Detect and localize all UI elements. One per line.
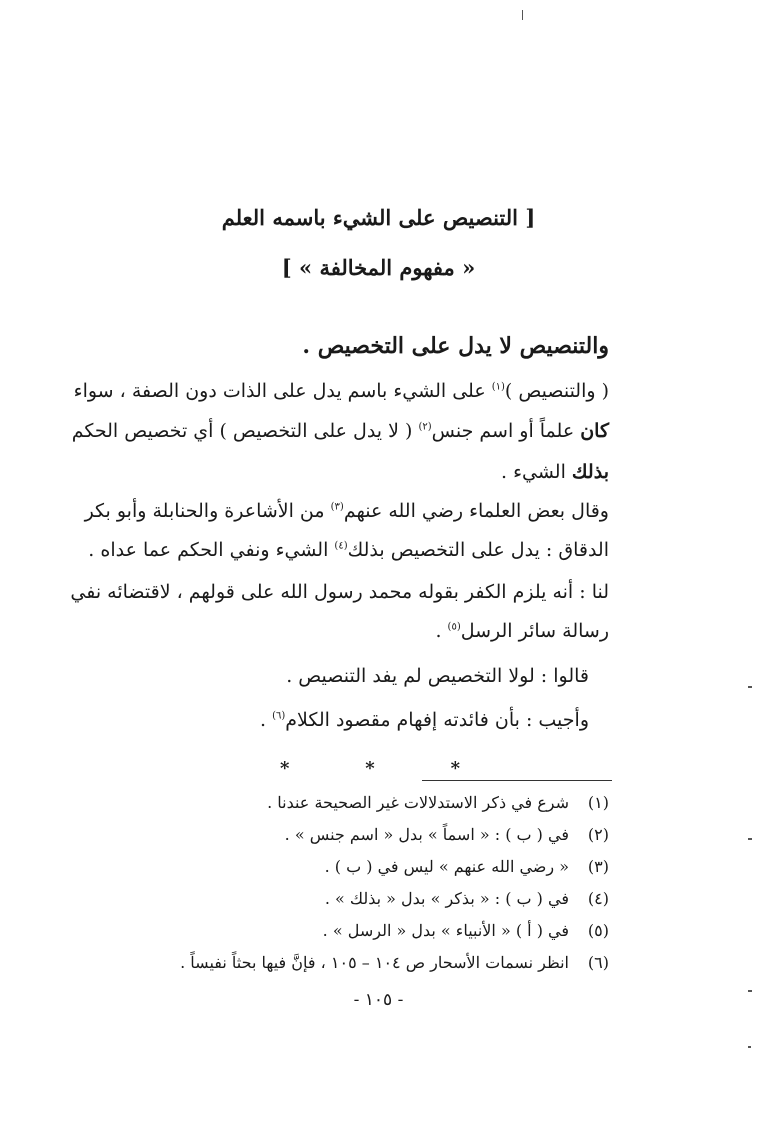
page-number: - ١٠٥ - (353, 990, 404, 1010)
footnote-number: (٣) (587, 857, 609, 876)
footnote-text: انظر نسمات الأسحار ص ١٠٤ – ١٠٥ ، فإنَّ فيها بحثاً نفيساً . (180, 953, 569, 972)
footnote-number: (٥) (587, 921, 609, 940)
footnote-ref-5: (٥) (447, 621, 461, 633)
footnote-number: (١) (587, 793, 609, 812)
footnote-ref-3: (٣) (330, 501, 344, 513)
text-run: على الشيء باسم يدل على الذات دون الصفة ، سواء (73, 380, 492, 402)
text-run: الشيء ونفي الحكم عما عداه . (88, 539, 335, 561)
footnote-2 (69, 822, 609, 848)
footnote-1 (69, 790, 609, 816)
footnote-6 (69, 950, 609, 976)
scan-mark (748, 990, 752, 992)
text-run: وقال بعض العلماء رضي الله عنهم (343, 500, 609, 522)
text-run: وأجيب : بأن فائدته إفهام مقصود الكلام (285, 709, 589, 731)
section-separator (280, 758, 460, 779)
paragraph-1-line-3 (89, 457, 609, 487)
text-run: رسالة سائر الرسل (460, 620, 609, 642)
footnote-3 (69, 854, 609, 880)
footnote-5 (69, 918, 609, 944)
text-run: علماً أو اسم جنس (431, 420, 581, 442)
text-run: . (435, 620, 448, 642)
footnote-text: شرع في ذكر الاستدلالات غير الصحيحة عندنا . (267, 793, 569, 812)
separator-star: * (450, 758, 460, 779)
footnote-ref-4: (٤) (334, 540, 348, 552)
text-run: كان (580, 420, 609, 442)
text-run: . (259, 709, 273, 731)
footnote-ref-2: (٢) (418, 421, 432, 433)
paragraph-4: قالوا : لولا التخصيص لم يفد التنصيص . (286, 665, 589, 687)
text-run: الشيء . (501, 461, 572, 483)
section-title: [ التنصيص على الشيء باسمه العلم (221, 205, 536, 230)
scan-mark (748, 686, 752, 688)
paragraph-3-line-2 (89, 616, 609, 646)
paragraph-5 (69, 705, 589, 735)
footnote-ref-1: (١) (491, 381, 505, 393)
footnote-rule (422, 780, 612, 781)
scan-mark (522, 10, 523, 20)
footnote-4 (69, 886, 609, 912)
paragraph-3-line-1: لنا : أنه يلزم الكفر بقوله محمد رسول الله على قولهم ، لاقتضائه نفي (70, 581, 609, 603)
scan-mark (748, 838, 752, 840)
footnote-number: (٢) (587, 825, 609, 844)
text-run: من الأشاعرة والحنابلة وأبو بكر (84, 500, 331, 522)
footnote-text: في ( ب ) : « اسماً » بدل « اسم جنس » . (284, 825, 569, 844)
scan-mark (748, 1046, 751, 1048)
text-run: بذلك (571, 461, 609, 483)
footnote-text: « رضي الله عنهم » ليس في ( ب ) . (324, 857, 569, 876)
footnote-text: في ( أ ) « الأنبياء » بدل « الرسل » . (322, 921, 569, 940)
footnote-text: في ( ب ) : « بذكر » بدل « بذلك » . (324, 889, 569, 908)
text-run: ( والتنصيص ) (504, 380, 609, 402)
footnote-ref-6: (٦) (272, 710, 286, 722)
footnote-number: (٦) (587, 953, 609, 972)
separator-star: * (365, 758, 375, 779)
paragraph-1-line-1 (73, 376, 609, 406)
paragraph-2-line-1 (84, 496, 609, 526)
separator-star: * (280, 758, 290, 779)
section-subtitle: « مفهوم المخالفة » ] (281, 255, 476, 280)
paragraph-2-line-2 (89, 535, 609, 565)
text-run: الدقاق : يدل على التخصيص بذلك (347, 539, 609, 561)
footnote-number: (٤) (587, 889, 609, 908)
text-run: ( لا يدل على التخصيص ) أي تخصيص الحكم (71, 420, 419, 442)
paragraph-1-line-2 (71, 416, 609, 446)
topic-statement: والتنصيص لا يدل على التخصيص . (302, 333, 609, 359)
